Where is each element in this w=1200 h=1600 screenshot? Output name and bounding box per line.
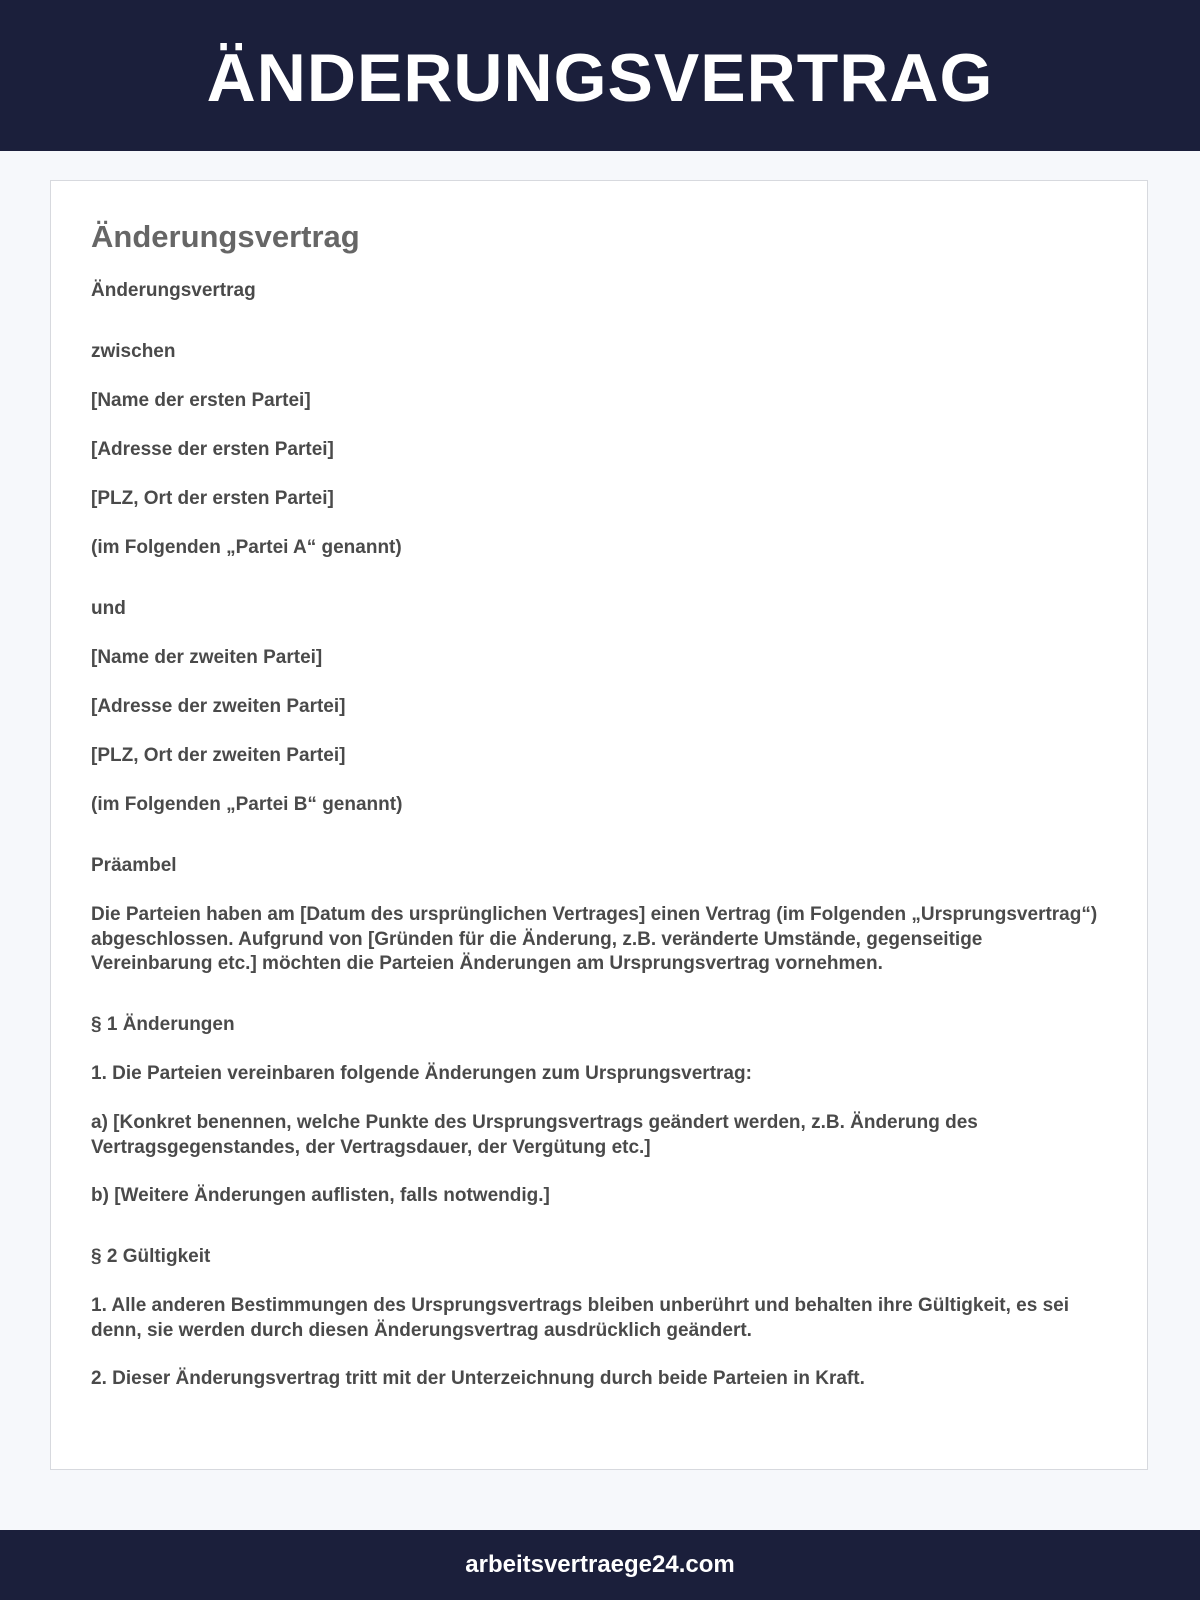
section-1-item-a: a) [Konkret benennen, welche Punkte des Ursprungsvertrags geändert werden, z.B. Änderung des Vertragsgegenstandes, der Vertragsdauer, der Vergütung etc.]	[91, 1112, 978, 1158]
header-banner	[0, 0, 1200, 151]
party-b-alias: (im Folgenden „Partei B“ genannt)	[91, 794, 403, 815]
party-a-address: [Adresse der ersten Partei]	[91, 439, 334, 460]
party-b-city: [PLZ, Ort der zweiten Partei]	[91, 745, 346, 766]
party-a-alias: (im Folgenden „Partei A“ genannt)	[91, 537, 402, 558]
footer-site-link[interactable]: arbeitsvertraege24.com	[465, 1551, 735, 1578]
section-1-clause-1: 1. Die Parteien vereinbaren folgende Änderungen zum Ursprungsvertrag:	[91, 1063, 752, 1084]
section-1-heading: § 1 Änderungen	[91, 1014, 235, 1035]
section-2-clause-2: 2. Dieser Änderungsvertrag tritt mit der Unterzeichnung durch beide Parteien in Kraft.	[91, 1368, 865, 1389]
document-card	[50, 180, 1148, 1470]
document-heading: Änderungsvertrag	[91, 219, 360, 254]
section-2-heading: § 2 Gültigkeit	[91, 1246, 211, 1267]
preamble-text: Die Parteien haben am [Datum des ursprünglichen Vertrages] einen Vertrag (im Folgenden „Ursprungsvertrag“) abgeschlossen. Aufgrund von [Gründen für die Änderung, z.B. veränderte Umstände, gegenseitige Vereinbarung etc.] möchten die Parteien Änderungen am Ursprungsvertrag vornehmen.	[91, 904, 1098, 974]
between-label: zwischen	[91, 341, 176, 362]
party-b-name: [Name der zweiten Partei]	[91, 647, 323, 668]
footer-bar	[0, 1530, 1200, 1600]
party-a-name: [Name der ersten Partei]	[91, 390, 311, 411]
page-title: ÄNDERUNGSVERTRAG	[206, 39, 994, 116]
contract-title: Änderungsvertrag	[91, 280, 256, 301]
party-b-address: [Adresse der zweiten Partei]	[91, 696, 346, 717]
and-label: und	[91, 598, 126, 619]
preamble-heading: Präambel	[91, 855, 177, 876]
section-1-item-b: b) [Weitere Änderungen auflisten, falls notwendig.]	[91, 1185, 550, 1206]
party-a-city: [PLZ, Ort der ersten Partei]	[91, 488, 334, 509]
section-2-clause-1: 1. Alle anderen Bestimmungen des Ursprungsvertrags bleiben unberührt und behalten ihre Gültigkeit, es sei denn, sie werden durch diesen Änderungsvertrag ausdrücklich geändert.	[91, 1295, 1070, 1341]
